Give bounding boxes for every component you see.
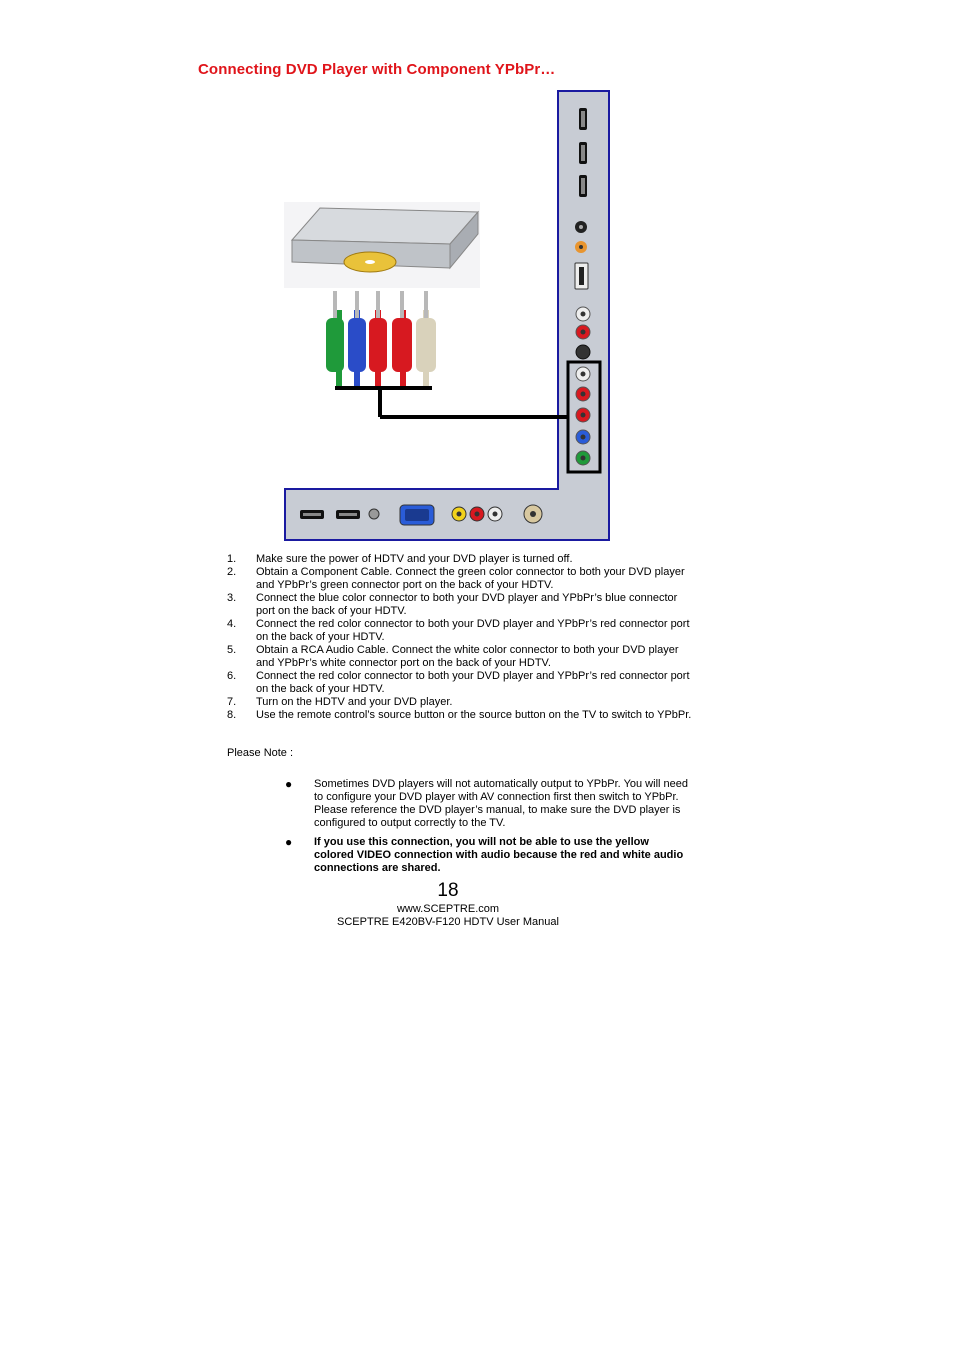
list-item: 4. Connect the red color connector to both your DVD player and YPbPr’s red connector port on the back of your HDTV. bbox=[227, 618, 690, 643]
page-title: Connecting DVD Player with Component YPbPr… bbox=[198, 61, 556, 78]
pc-audio-ports bbox=[576, 307, 590, 359]
list-item: 3. Connect the blue color connector to both your DVD player and YPbPr’s blue connector port on the back of your HDTV. bbox=[227, 592, 678, 617]
bullet-icon: ● bbox=[285, 777, 293, 791]
note-bullets bbox=[285, 778, 690, 881]
component-cables bbox=[326, 291, 436, 388]
bullet-icon: ● bbox=[285, 835, 293, 849]
list-item: ● If you use this connection, you will not be able to use the yellow colored VIDEO connection with audio because the red and white audio connections are shared. bbox=[285, 835, 684, 874]
page-number: 18 bbox=[437, 880, 459, 901]
note-label: Please Note : bbox=[227, 747, 294, 759]
usb-port-icon bbox=[575, 263, 588, 289]
list-item: 1. Make sure the power of HDTV and your DVD player is turned off. bbox=[227, 553, 573, 565]
audio-jack-icon bbox=[575, 221, 587, 233]
list-item: 7. Turn on the HDTV and your DVD player. bbox=[227, 696, 453, 708]
connection-diagram bbox=[282, 90, 612, 542]
connection-line bbox=[335, 388, 568, 417]
dvd-player-illustration bbox=[284, 202, 480, 288]
instruction-steps bbox=[227, 553, 697, 722]
hdmi-ports-vertical bbox=[579, 108, 587, 197]
list-item: 2. Obtain a Component Cable. Connect the green color connector to both your DVD player and YPbPr’s green connector port on the back of your HDTV. bbox=[227, 566, 685, 591]
footer-manual-title: SCEPTRE E420BV-F120 HDTV User Manual bbox=[337, 916, 559, 928]
list-item: ● Sometimes DVD players will not automatically output to YPbPr. You will need to configure your DVD player with AV connection first then switch to YPbPr. Please reference the DVD player’s manual, to make sure the DVD player is configured to output correctly to the TV. bbox=[285, 777, 688, 829]
list-item: 5. Obtain a RCA Audio Cable. Connect the white color connector to both your DVD player and YPbPr’s white connector port on the back of your HDTV. bbox=[227, 644, 679, 669]
list-item: 8. Use the remote control’s source button or the source button on the TV to switch to YPbPr. bbox=[227, 709, 692, 721]
spdif-port-icon bbox=[575, 241, 587, 253]
list-item: 6. Connect the red color connector to both your DVD player and YPbPr’s red connector port on the back of your HDTV. bbox=[227, 670, 690, 695]
footer-website: www.SCEPTRE.com bbox=[396, 903, 500, 915]
